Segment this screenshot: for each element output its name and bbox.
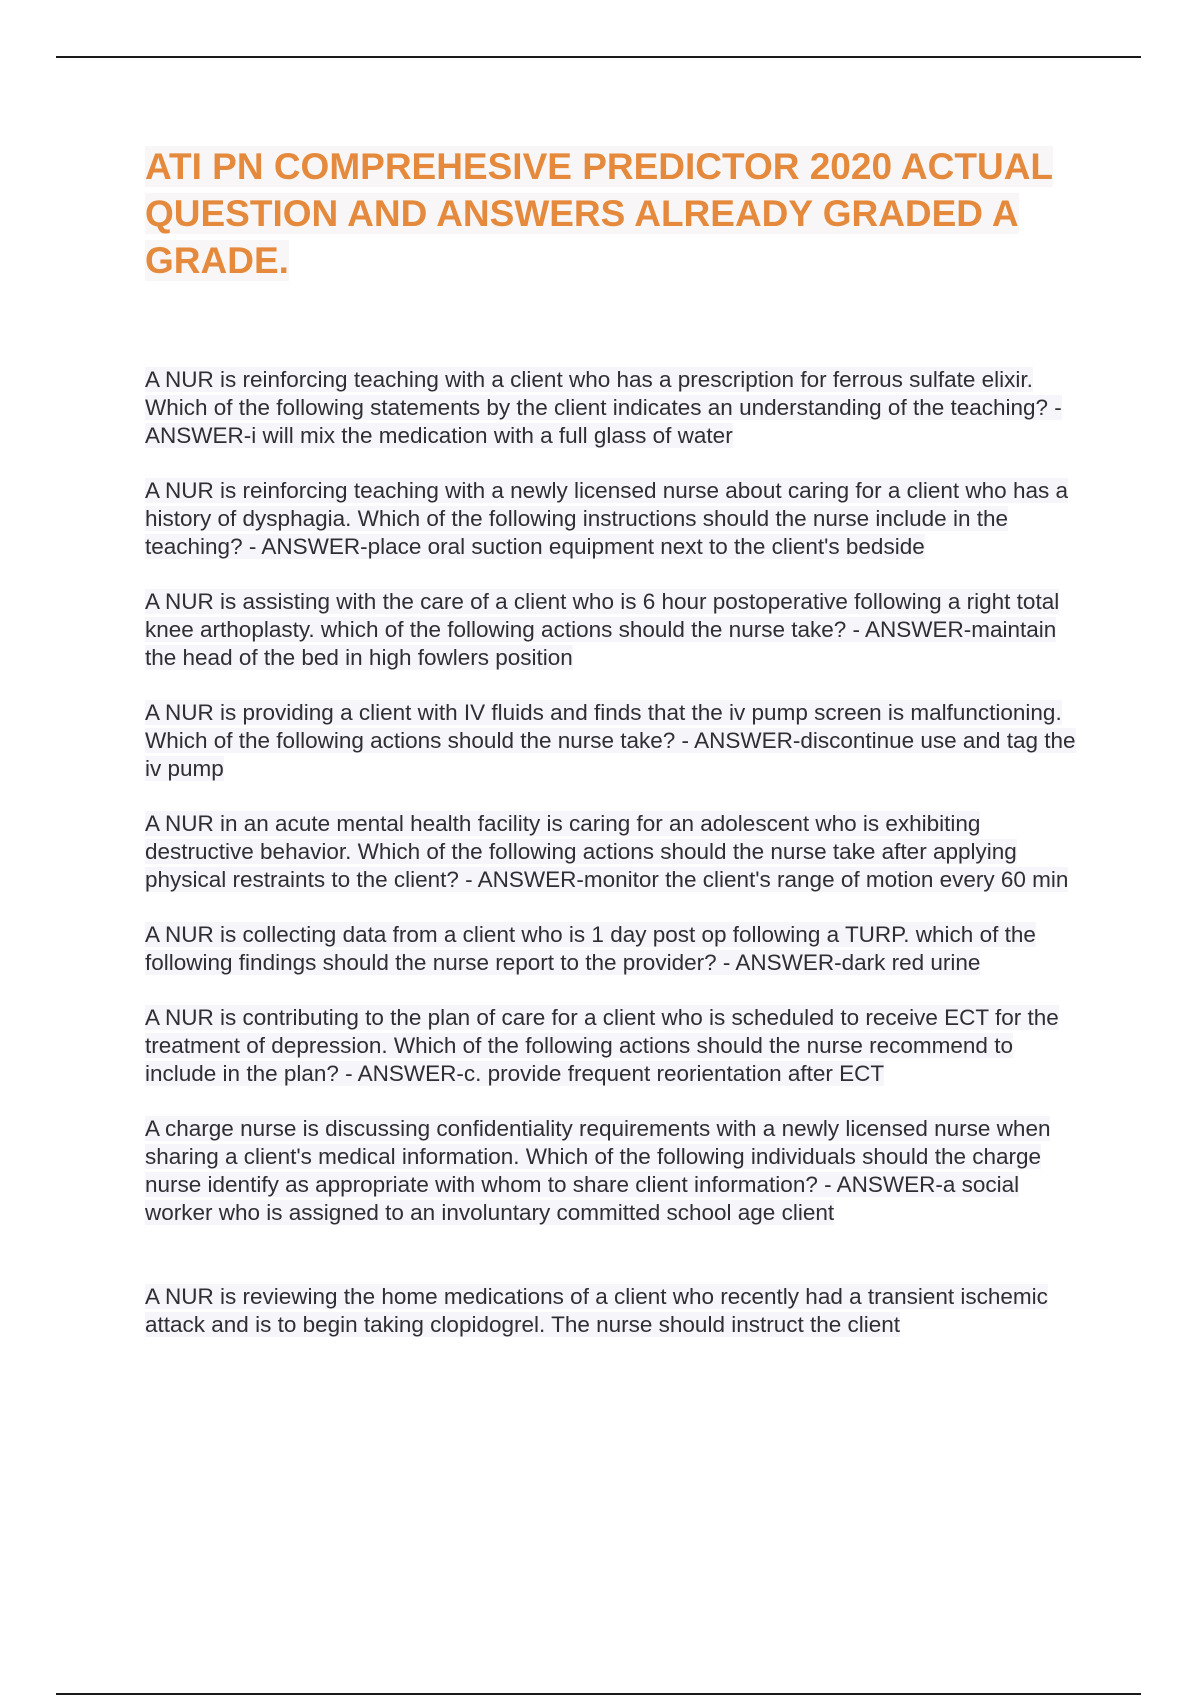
- qa-item: A NUR is contributing to the plan of care for a client who is scheduled to receive ECT for the treatment of depression. Which of the following actions should the nurse recommend to include in the plan? - ANSWER-c. provide frequent reorientation after ECT: [145, 1005, 1059, 1086]
- qa-item: A NUR is collecting data from a client who is 1 day post op following a TURP. which of the following findings should the nurse report to the provider? - ANSWER-dark red urine: [145, 922, 1036, 975]
- qa-item: A NUR is reviewing the home medications of a client who recently had a transient ischemic attack and is to begin taking clopidogrel. The nurse should instruct the client: [145, 1284, 1048, 1337]
- qa-item: A NUR is providing a client with IV fluids and finds that the iv pump screen is malfunctioning. Which of the following actions should the nurse take? - ANSWER-discontinue use and tag the iv pump: [145, 700, 1076, 781]
- qa-item: A NUR in an acute mental health facility is caring for an adolescent who is exhibiting destructive behavior. Which of the following actions should the nurse take after applying physical restraints to the client? - ANSWER-monitor the client's range of motion every 60 min: [145, 811, 1069, 892]
- qa-item: A NUR is assisting with the care of a client who is 6 hour postoperative following a right total knee arthoplasty. which of the following actions should the nurse take? - ANSWER-maintain the head of the bed in high fowlers position: [145, 589, 1060, 670]
- page-bottom-rule: [56, 1693, 1141, 1695]
- qa-item: A NUR is reinforcing teaching with a client who has a prescription for ferrous sulfate elixir. Which of the following statements by the client indicates an understanding of the teaching? - ANSWER-i will mix the medication with a full glass of water: [145, 367, 1062, 448]
- page-top-rule: [56, 56, 1141, 58]
- qa-item: A NUR is reinforcing teaching with a newly licensed nurse about caring for a client who has a history of dysphagia. Which of the following instructions should the nurse include in the teaching? - ANSWER-place oral suction equipment next to the client's bedside: [145, 478, 1068, 559]
- document-title: ATI PN COMPREHESIVE PREDICTOR 2020 ACTUAL QUESTION AND ANSWERS ALREADY GRADED A GRADE.: [145, 146, 1054, 281]
- qa-list: [145, 366, 1090, 1339]
- qa-item: A charge nurse is discussing confidentiality requirements with a newly licensed nurse when sharing a client's medical information. Which of the following individuals should the charge nurse identify as appropriate with whom to share client information? - ANSWER-a social worker who is assigned to an involuntary committed school age client: [145, 1116, 1051, 1225]
